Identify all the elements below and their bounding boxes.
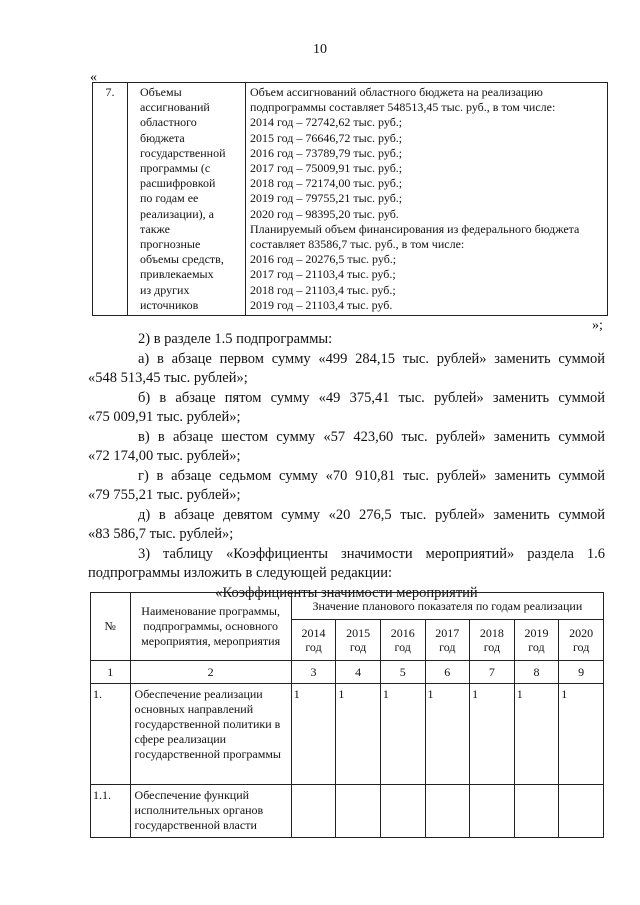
year-unit: год — [394, 640, 411, 654]
passport-value-line: 2017 год – 21103,4 тыс. руб.; — [250, 267, 396, 282]
passport-label-line: расшифровкой — [140, 176, 216, 191]
passport-label-line: также — [140, 221, 171, 236]
passport-label-cell — [128, 83, 246, 316]
year-unit: год — [349, 640, 367, 654]
passport-label-line: областного — [140, 115, 197, 130]
passport-label-line: из других — [140, 282, 190, 297]
header-row — [91, 593, 604, 620]
row-value — [559, 785, 604, 838]
row-value: 1 — [470, 684, 515, 785]
row-value — [470, 785, 515, 838]
row-value: 1 — [291, 684, 336, 785]
header-year — [336, 620, 381, 661]
column-number-row — [91, 661, 604, 684]
passport-value-line: составляет 83586,7 тыс. руб., в том числе: — [250, 237, 465, 252]
paragraph: «75 009,91 тыс. рублей»; — [88, 409, 241, 425]
passport-value-cell — [246, 83, 608, 316]
passport-value-line: 2014 год – 72742,62 тыс. руб.; — [250, 115, 403, 130]
year-number: 2020 — [569, 626, 594, 640]
row-name: Обеспечение реализации основных направлений государственной политики в сфере реализации государственной программы — [130, 684, 291, 785]
year-unit: год — [483, 640, 501, 654]
header-number: № — [91, 593, 131, 661]
table-title: «Коэффициенты значимости мероприятий — [215, 584, 478, 601]
row-value: 1 — [559, 684, 604, 785]
column-number: 3 — [291, 661, 336, 684]
row-value: 1 — [514, 684, 559, 785]
paragraph: в) в абзаце шестом сумму «57 423,60 тыс. рублей» заменить суммой — [138, 428, 605, 445]
paragraph: «83 586,7 тыс. рублей»; — [88, 526, 234, 542]
year-unit: год — [305, 640, 322, 654]
paragraph: «548 513,45 тыс. рублей»; — [88, 370, 248, 386]
row-number: 1.1. — [91, 785, 131, 838]
paragraph: «79 755,21 тыс. рублей»; — [88, 487, 241, 503]
year-unit: год — [439, 640, 456, 654]
row-value — [336, 785, 381, 838]
amendment-text — [88, 330, 605, 603]
passport-value-line: 2019 год – 79755,21 тыс. руб.; — [250, 191, 403, 206]
passport-value-line: 2018 год – 21103,4 тыс. руб.; — [250, 282, 396, 297]
year-number: 2014 — [301, 626, 326, 640]
header-year — [291, 620, 336, 661]
passport-label-line: по годам ее — [140, 191, 199, 206]
year-number: 2017 — [435, 626, 460, 640]
row-value — [514, 785, 559, 838]
header-year — [470, 620, 515, 661]
passport-value-line: Объем ассигнований областного бюджета на реализацию — [250, 85, 543, 99]
passport-label-line: привлекаемых — [140, 267, 214, 282]
row-value — [291, 785, 336, 838]
column-number: 6 — [425, 661, 470, 684]
paragraph: 2) в разделе 1.5 подпрограммы: — [138, 331, 333, 347]
passport-row — [93, 83, 608, 316]
passport-value-line: 2020 год – 98395,20 тыс. руб. — [250, 206, 399, 221]
passport-value-line: 2016 год – 73789,79 тыс. руб.; — [250, 145, 403, 160]
row-value — [380, 785, 425, 838]
passport-label-line: реализации), а — [140, 206, 214, 221]
header-name: Наименование программы, подпрограммы, основного мероприятия, мероприятия — [130, 593, 291, 661]
row-value: 1 — [380, 684, 425, 785]
row-value — [425, 785, 470, 838]
passport-table — [92, 82, 608, 316]
passport-value-line: Планируемый объем финансирования из федерального бюджета — [250, 221, 580, 236]
passport-label-line: государственной — [140, 145, 226, 160]
column-number: 4 — [336, 661, 381, 684]
passport-label-line: прогнозные — [140, 237, 201, 252]
row-value: 1 — [425, 684, 470, 785]
header-year — [425, 620, 470, 661]
column-number: 8 — [514, 661, 559, 684]
year-number: 2019 — [524, 626, 549, 640]
paragraph: д) в абзаце девятом сумму «20 276,5 тыс. рублей» заменить суммой — [138, 506, 605, 523]
opening-quote: « — [90, 70, 97, 85]
year-unit: год — [528, 640, 545, 654]
paragraph: «72 174,00 тыс. рублей»; — [88, 448, 241, 464]
passport-label-line: источников — [140, 297, 199, 312]
passport-value-line: 2017 год – 75009,91 тыс. руб.; — [250, 161, 403, 176]
year-unit: год — [572, 640, 590, 654]
header-values: Значение планового показателя по годам реализации — [291, 593, 603, 620]
year-number: 2018 — [479, 626, 504, 640]
coefficients-table — [90, 592, 604, 838]
paragraph: подпрограммы изложить в следующей редакции: — [88, 565, 393, 581]
row-value: 1 — [336, 684, 381, 785]
paragraph: а) в абзаце первом сумму «499 284,15 тыс. рублей» заменить суммой — [138, 350, 605, 367]
paragraph: г) в абзаце седьмом сумму «70 910,81 тыс. рублей» заменить суммой — [138, 467, 605, 484]
column-number: 1 — [91, 661, 131, 684]
column-number: 9 — [559, 661, 604, 684]
page-number: 10 — [313, 42, 327, 57]
row-name: Обеспечение функций исполнительных органов государственной власти — [130, 785, 291, 838]
year-number: 2015 — [346, 626, 371, 640]
year-number: 2016 — [390, 626, 415, 640]
passport-label-line: Объемы — [140, 85, 182, 99]
paragraph: 3) таблицу «Коэффициенты значимости мероприятий» раздела 1.6 — [138, 545, 605, 562]
table-row — [91, 684, 604, 785]
table-row — [91, 785, 604, 838]
passport-row-number: 7. — [93, 83, 128, 316]
column-number: 7 — [470, 661, 515, 684]
passport-value-line: 2016 год – 20276,5 тыс. руб.; — [250, 252, 397, 267]
passport-label-line: бюджета — [140, 130, 185, 145]
passport-value-line: 2019 год – 21103,4 тыс. руб. — [250, 297, 393, 312]
column-number: 5 — [380, 661, 425, 684]
passport-label-line: программы (с — [140, 161, 211, 176]
passport-value-line: подпрограммы составляет 548513,45 тыс. руб., в том числе: — [250, 100, 556, 115]
closing-quote: »; — [592, 318, 603, 333]
row-number: 1. — [91, 684, 131, 785]
header-year — [559, 620, 604, 661]
passport-label-line: объемы средств, — [140, 252, 224, 267]
header-year — [514, 620, 559, 661]
header-year — [380, 620, 425, 661]
paragraph: б) в абзаце пятом сумму «49 375,41 тыс. рублей» заменить суммой — [138, 389, 605, 406]
column-number: 2 — [130, 661, 291, 684]
passport-value-line: 2015 год – 76646,72 тыс. руб.; — [250, 130, 403, 145]
passport-value-line: 2018 год – 72174,00 тыс. руб.; — [250, 176, 403, 191]
passport-label-line: ассигнований — [140, 100, 210, 115]
